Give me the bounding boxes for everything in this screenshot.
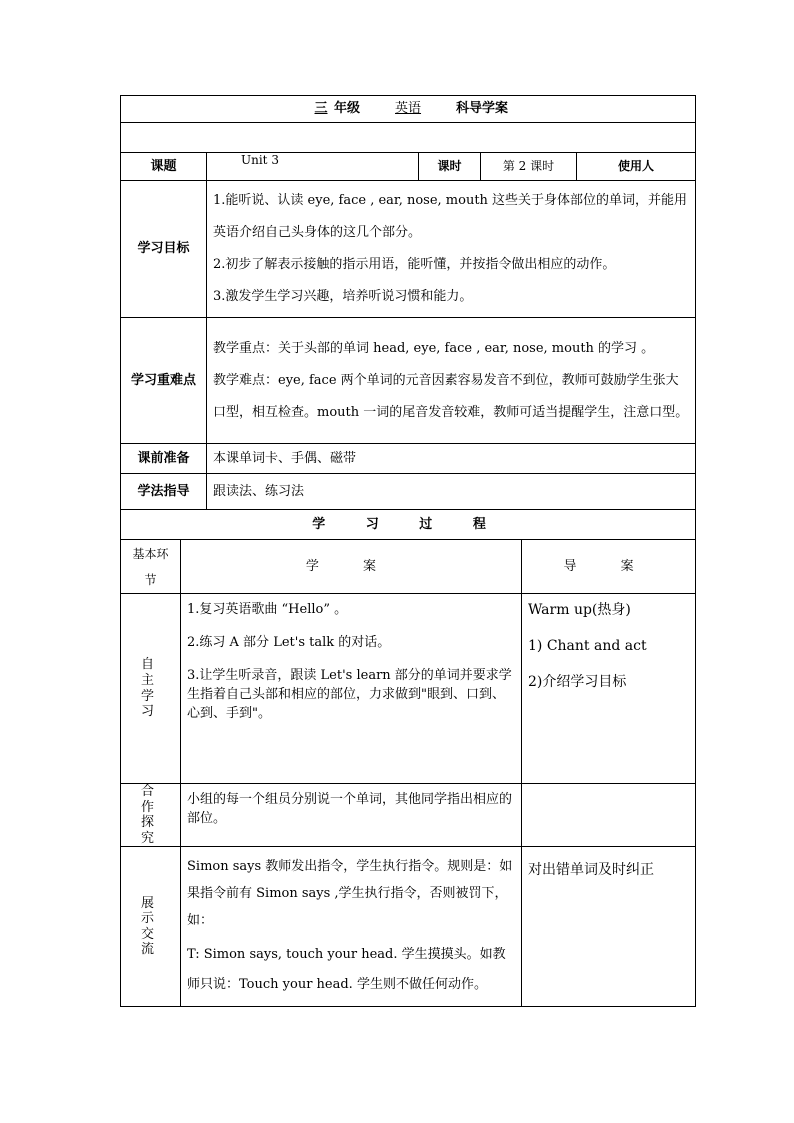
goals-label: 学习目标 [121, 181, 207, 318]
period-value: 第 2 课时 [481, 153, 577, 181]
goals-content [207, 181, 696, 318]
guide-item: 1) Chant and act [528, 638, 647, 654]
process-title: 学 习 过 程 [121, 510, 696, 540]
topic-value: Unit 3 [207, 153, 419, 181]
guide-item: 2)介绍学习目标 [528, 674, 627, 690]
plan-self-study [181, 594, 522, 784]
plan-cooperation [181, 784, 522, 847]
plan-item: 3.让学生听录音，跟读 Let's learn 部分的单词并要求学生指着自己头部和相应的部位，力求做到"眼到、口到、心到、手到"。 [187, 668, 512, 721]
stage-self-study: 自 主 学 习 [121, 594, 181, 784]
focus-label: 学习重难点 [121, 318, 207, 444]
goal-item: 1.能听说、认读 eye, face , ear, nose, mouth 这些关于身体部位的单词，并能用英语介绍自己头身体的这几个部分。 [213, 193, 688, 240]
guide-cooperation [522, 784, 696, 847]
prep-value: 本课单词卡、手偶、磁带 [207, 444, 696, 474]
topic-label: 课题 [121, 153, 207, 181]
title-suffix: 科导学案 [456, 101, 509, 117]
grade-value: 三 [314, 101, 328, 117]
stage-presentation: 展 示 交 流 [121, 847, 181, 1007]
prep-label: 课前准备 [121, 444, 207, 474]
document-title [121, 96, 696, 123]
method-value: 跟读法、练习法 [207, 474, 696, 510]
difficulty: 教学难点：eye, face 两个单词的元音因素容易发音不到位，教师可鼓励学生张大口型，相互检查。mouth 一词的尾音发音较难，教师可适当提醒学生，注意口型。 [213, 372, 689, 420]
plan-column-header: 学 案 [181, 540, 522, 594]
stage-column-header: 基本环节 [121, 540, 181, 594]
guide-item: Warm up(热身) [528, 602, 631, 618]
plan-item: 2.练习 A 部分 Let's talk 的对话。 [187, 635, 391, 650]
plan-item: 1.复习英语歌曲 “Hello” 。 [187, 602, 348, 617]
plan-item: T: Simon says, touch your head. 学生摸摸头。如教师只说：Touch your head. 学生则不做任何动作。 [187, 947, 506, 993]
guide-column-header: 导 案 [522, 540, 696, 594]
grade-suffix: 年级 [334, 101, 361, 117]
guide-item: 对出错单词及时纠正 [528, 862, 654, 879]
plan-item: Simon says 教师发出指令，学生执行指令。规则是：如果指令前有 Simon says ,学生执行指令，否则被罚下，如： [187, 859, 513, 929]
subject-value: 英语 [395, 101, 422, 117]
goal-item: 2.初步了解表示接触的指示用语，能听懂，并按指令做出相应的动作。 [213, 257, 616, 272]
plan-item: 小组的每一个组员分别说一个单词，其他同学指出相应的部位。 [187, 792, 513, 826]
period-label: 课时 [419, 153, 481, 181]
user-label: 使用人 [577, 153, 696, 181]
guide-presentation [522, 847, 696, 1007]
method-label: 学法指导 [121, 474, 207, 510]
guide-self-study [522, 594, 696, 784]
blank-row [121, 123, 696, 153]
plan-presentation [181, 847, 522, 1007]
focus-content [207, 318, 696, 444]
lesson-plan-table [120, 95, 696, 1007]
key-point: 教学重点：关于头部的单词 head, eye, face , ear, nose, mouth 的学习 。 [213, 340, 655, 356]
stage-cooperation: 合 作 探 究 [121, 784, 181, 847]
goal-item: 3.激发学生学习兴趣，培养听说习惯和能力。 [213, 289, 473, 304]
